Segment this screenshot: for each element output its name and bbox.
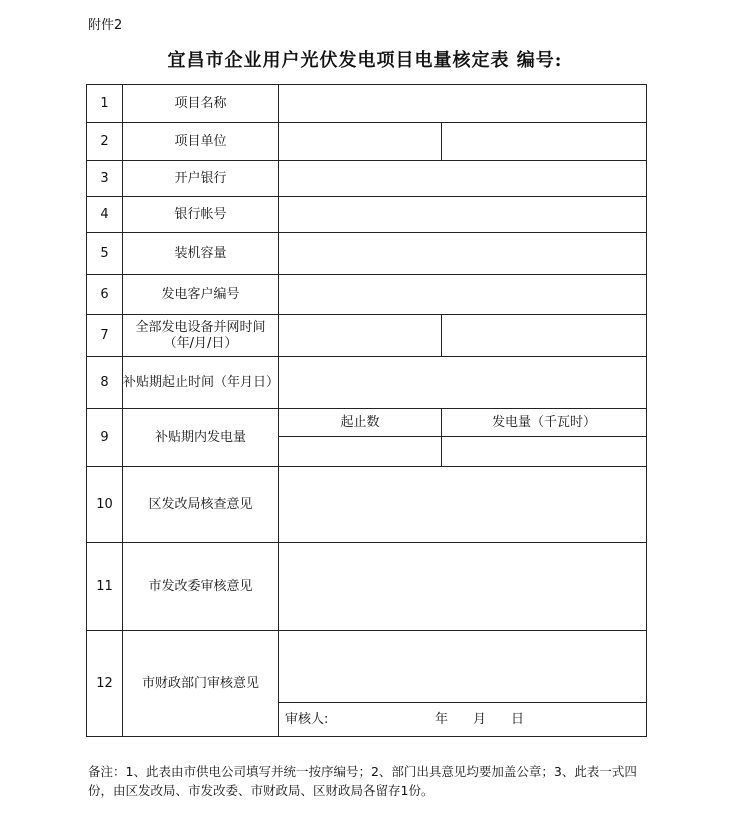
district-opinion-field[interactable] (279, 467, 647, 543)
row-label: 银行帐号 (123, 197, 279, 233)
grid-connection-date-field[interactable] (279, 315, 442, 357)
row-number: 11 (87, 543, 123, 631)
table-row (87, 543, 647, 631)
row-label: 市财政部门审核意见 (123, 631, 279, 737)
row-number: 6 (87, 275, 123, 315)
table-row (87, 85, 647, 123)
meter-reading-header: 起止数 (279, 409, 442, 437)
table-row (87, 123, 647, 161)
table-row (87, 233, 647, 275)
customer-number-field[interactable] (279, 275, 647, 315)
bank-account-field[interactable] (279, 197, 647, 233)
table-row (87, 275, 647, 315)
subsidy-period-field[interactable] (279, 357, 647, 409)
row-number: 5 (87, 233, 123, 275)
table-row (87, 409, 647, 437)
generation-field[interactable] (442, 437, 647, 467)
generation-header: 发电量（千瓦时） (442, 409, 647, 437)
table-row (87, 631, 647, 703)
row-label: 发电客户编号 (123, 275, 279, 315)
day-label: 日 (511, 712, 525, 727)
finance-opinion-field[interactable] (279, 631, 647, 703)
row-number: 4 (87, 197, 123, 233)
row-label: 全部发电设备并网时间（年/月/日） (123, 315, 279, 357)
year-label: 年 (435, 712, 449, 727)
reviewer-line (279, 703, 647, 737)
project-unit-extra-field[interactable] (442, 123, 647, 161)
row-number: 9 (87, 409, 123, 467)
row-number: 2 (87, 123, 123, 161)
table-row (87, 315, 647, 357)
row-label: 项目单位 (123, 123, 279, 161)
installed-capacity-field[interactable] (279, 233, 647, 275)
project-name-field[interactable] (279, 85, 647, 123)
remarks: 备注：1、此表由市供电公司填写并统一按序编号；2、部门出具意见均要加盖公章；3、此表一式四份，由区发改局、市发改委、市财政局、区财政局各留存1份。 (88, 764, 637, 798)
grid-connection-extra-field[interactable] (442, 315, 647, 357)
bank-field[interactable] (279, 161, 647, 197)
row-number: 12 (87, 631, 123, 737)
row-number: 10 (87, 467, 123, 543)
meter-reading-field[interactable] (279, 437, 442, 467)
row-label: 项目名称 (123, 85, 279, 123)
row-number: 1 (87, 85, 123, 123)
city-commission-opinion-field[interactable] (279, 543, 647, 631)
row-label: 补贴期起止时间（年月日） (123, 357, 279, 409)
row-label: 补贴期内发电量 (123, 409, 279, 467)
reviewer-label: 审核人: (285, 712, 329, 727)
verification-table (86, 84, 647, 737)
row-label: 区发改局核查意见 (123, 467, 279, 543)
row-number: 3 (87, 161, 123, 197)
form-title: 宜昌市企业用户光伏发电项目电量核定表 编号: (167, 50, 563, 71)
table-row (87, 161, 647, 197)
table-row (87, 467, 647, 543)
project-unit-field[interactable] (279, 123, 442, 161)
row-label: 开户银行 (123, 161, 279, 197)
row-number: 7 (87, 315, 123, 357)
row-label: 市发改委审核意见 (123, 543, 279, 631)
row-label: 装机容量 (123, 233, 279, 275)
table-row (87, 357, 647, 409)
attachment-label: 附件2 (88, 18, 123, 33)
table-row (87, 197, 647, 233)
month-label: 月 (473, 712, 487, 727)
row-number: 8 (87, 357, 123, 409)
